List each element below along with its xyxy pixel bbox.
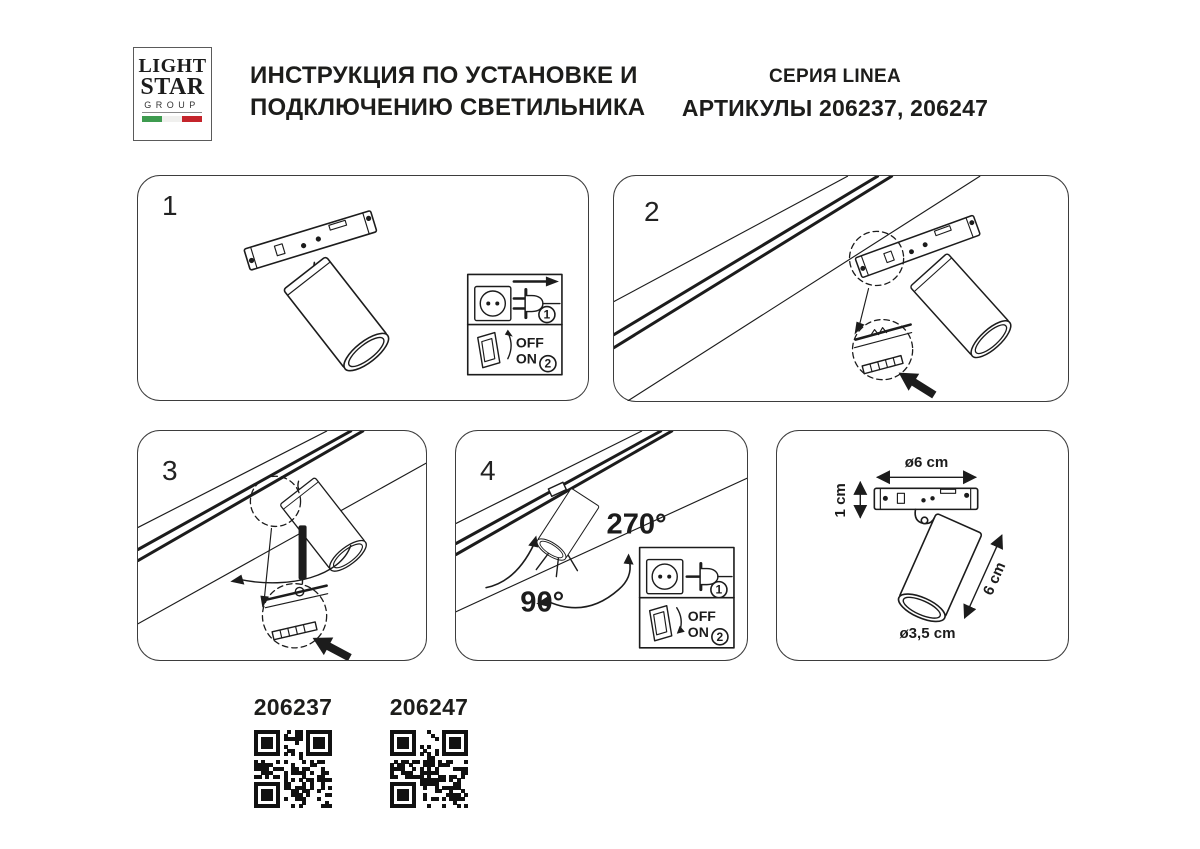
qr-block-206237 (225, 694, 361, 813)
qr-block-206247 (361, 694, 497, 813)
step-number: 1 (162, 190, 178, 221)
dimensions-illustration (777, 431, 1068, 660)
track-height-label: 1 cm (832, 483, 850, 518)
logo-light: LIGHT (138, 55, 207, 77)
body-length-label: 6 cm (979, 559, 1010, 598)
on-label: ON (515, 350, 537, 367)
qr-label: 206237 (253, 694, 333, 720)
step-number: 4 (480, 455, 496, 486)
step-number: 2 (644, 196, 660, 227)
logo-group: GROUP (142, 100, 202, 113)
step-1-panel (137, 175, 589, 401)
step-number: 3 (162, 455, 178, 486)
on-label: ON (687, 623, 709, 640)
step-3-panel (137, 430, 427, 661)
step-4-panel (455, 430, 748, 661)
step-1-badge: 1 (543, 307, 551, 322)
flag-green (142, 116, 162, 122)
step-3-illustration (138, 431, 426, 660)
step-4-illustration (456, 431, 747, 660)
body-diameter-label: ø3,5 cm (899, 624, 956, 642)
connect-legend (468, 274, 562, 374)
italian-flag-bar (142, 116, 202, 122)
step-2-illustration (614, 176, 1068, 401)
step-2-badge: 2 (716, 629, 724, 644)
series-header (640, 66, 1030, 122)
qr-label: 206247 (389, 694, 469, 720)
angle-90-label: 90° (520, 586, 565, 619)
step-1-badge: 1 (715, 582, 723, 597)
connect-legend (640, 548, 734, 648)
step-2-badge: 2 (544, 356, 552, 371)
spotlight-drawing (874, 488, 982, 627)
qr-code (390, 730, 468, 808)
off-label: OFF (687, 607, 716, 624)
angle-270-label: 270° (606, 508, 667, 541)
track-width-label: ø6 cm (904, 454, 949, 472)
title-line-2: ПОДКЛЮЧЕНИЮ СВЕТИЛЬНИКА (250, 94, 646, 121)
step-2-panel (613, 175, 1069, 402)
detail-callout (853, 320, 940, 401)
spotlight-drawing (244, 211, 394, 377)
logo-star: STAR (140, 74, 205, 100)
off-label: OFF (515, 334, 544, 351)
qr-code (254, 730, 332, 808)
series-name: СЕРИЯ LINEA (769, 66, 901, 87)
title-line-1: ИНСТРУКЦИЯ ПО УСТАНОВКЕ И (250, 62, 638, 89)
page-title (250, 60, 645, 124)
spotlight-drawing (280, 477, 371, 576)
detail-callout (262, 584, 354, 660)
step-1-illustration (138, 176, 588, 400)
flag-white (162, 116, 182, 122)
dimensions-panel (776, 430, 1069, 661)
lightstar-logo (133, 47, 212, 141)
article-numbers: АРТИКУЛЫ 206237, 206247 (681, 95, 989, 121)
flag-red (182, 116, 202, 122)
